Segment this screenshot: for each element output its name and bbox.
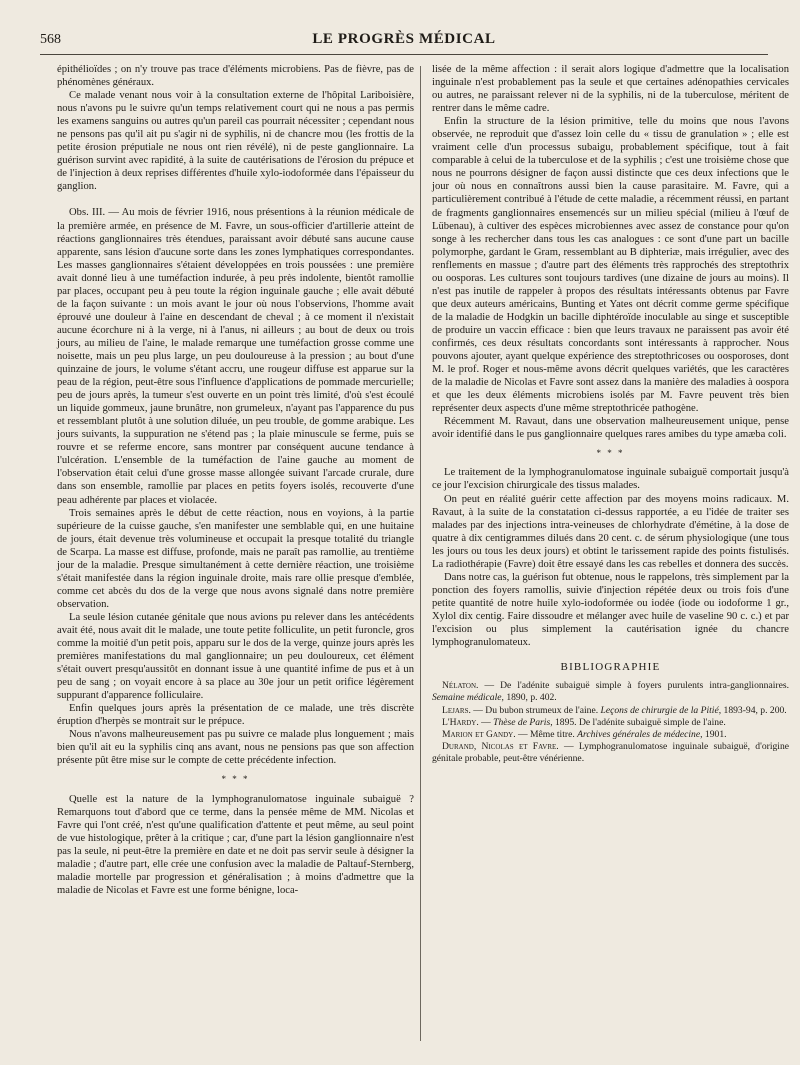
paragraph: Quelle est la nature de la lymphogranulomatose inguinale subaiguë ? Remarquons tout d'abord que ce terme, dans la pensée même de MM. Nicolas et Favre qui l'ont créé, n'est qu'une qualification d'attente et peut même, au seul point de vue histologique, prêter à la critique ; car, d'une part la lésion ganglionnaire n'est pas la seule, ni peut-être la première en date et ne doit pas servir seule à désigner la maladie ; d'autre part, elle crée une confusion avec la maladie de Paltauf-Sternberg, maladie mortelle par progression et généralisation ; à moins d'admettre que la maladie de Nicolas et Favre est une forme bénigne, loca-	[57, 793, 414, 896]
paragraph: Ce malade venant nous voir à la consultation externe de l'hôpital Lariboisière, nous n'avons pu le suivre qu'un temps relativement court qui ne nous a pas permis les examens sanguins ou autres qu'un pareil cas pourrait nécessiter ; cependant nous ne pensons pas qu'il ait pu s'agir ni de syphilis, ni de chancre mou (les frottis de la petite érosion préputiale ne nous ont rien révélé), ni de peste ganglionnaire. La guérison survint avec rapidité, à la suite de cautérisations de l'érosion du prépuce et de l'injection à deux reprises différentes d'huile xylo-iodoformée dans l'épaisseur du ganglion.	[57, 90, 414, 193]
paragraph: Le traitement de la lymphogranulomatose inguinale subaiguë comportait jusqu'à ce jour l'excision chirurgicale des tissus malades.	[432, 467, 789, 492]
bibliography-entry: L'Hardy. — Thèse de Paris, 1895. De l'adénite subaiguë simple de l'aine.	[442, 716, 726, 728]
paragraph: Dans notre cas, la guérison fut obtenue, nous le rappelons, très simplement par la ponction des foyers ramollis, suivie d'injection répétée deux ou trois fois d'une petite quantité de notre huile xylo-iodoformée ou iodée (iode ou iodoforme 1 gr., Xylol dix centig. Faire dissoudre et mélanger avec huile de vaseline 90 c. c.) et par l'excision ou plus simplement la cautérisation ignée du chancre lymphogranulomateux.	[432, 571, 789, 649]
page-header	[40, 30, 768, 55]
column-divider	[420, 66, 421, 1041]
running-title: LE PROGRÈS MÉDICAL	[312, 31, 496, 47]
page-number: 568	[40, 32, 61, 47]
paragraph: épithélioïdes ; on n'y trouve pas trace d'éléments microbiens. Pas de fièvre, pas de phénomènes généraux.	[57, 64, 414, 89]
paragraph: La seule lésion cutanée génitale que nous avions pu relever dans les antécédents avait été, nous avait dit le malade, une toute petite folliculite, un petit furoncle, gros comme la moitié d'un petit pois, apparu sur le dos de la verge, quinze jours après les premières manifestations du mal ganglionnaire; un peu douloureux, cet élément s'était ouvert presqu'aussitôt en donnant issue à une quantité infime de pus et à un peu de sang ; on voyait encore à sa place au 30e jour un petit orifice légèrement suppurant d'apparence folliculaire.	[57, 611, 414, 702]
paragraph: Nous n'avons malheureusement pas pu suivre ce malade plus longuement ; mais bien qu'il ait eu la syphilis cinq ans avant, nous ne pensions pas que son affection présente pût être mise sur le compte de cette précédente infection.	[57, 729, 414, 767]
right-column	[432, 63, 789, 766]
left-column	[57, 63, 414, 897]
observation-paragraph: Obs. III. — Au mois de février 1916, nous présentions à la réunion médicale de la première armée, en présence de M. Favre, un sous-officier d'artillerie atteint de réactions ganglionnaires très étendues, paraissant avoir débuté sans aucune cause apparente, sans lésion d'aucune sorte dans les zones lymphatiques correspondantes. Les masses ganglionnaires s'étaient développées en trois poussées : une première avait donné lieu à une tuméfaction indurée, à peu près indolente, bientôt ramollie par places, occupant peu à peu toute la région inguinale gauche ; elle avait débuté de la façon suivante : un mois avant le jour où nous l'observions, l'homme avait éprouvé une douleur à l'aine en descendant de cheval ; à ce moment il n'existait aucune écorchure ni à la verge, ni à l'anus, ni ailleurs ; au bout de deux ou trois jours, au milieu de l'aine, le malade remarque une tuméfaction grosse comme une noisette, mais un peu plus large, un peu douloureuse à la pression ; au bout d'une quinzaine de jours, le volume s'étant accru, une rougeur diffuse est apparue sur la peau de la région, peut-être sous l'influence d'applications de pommade mercurielle; peu de jours après, la tumeur s'est ouverte en un point très limité, d'où s'est écoulé un liquide gommeux, jaune brunâtre, non grumeleux, n'ayant pas l'apparence du pus et ressemblant plutôt à une solution diluée, un peu trouble, de gomme arabique. Les jours suivants, la suppuration ne s'étend pas ; la plaie minuscule se ferme, puis se rouvre et se referme encore, sans montrer par conséquent aucune tendance à l'ulcération. L'ensemble de la tuméfaction de l'aine gauche au moment de l'observation était celui d'une grosse masse allongée suivant l'arcade crurale, dure dans son ensemble, ramollie par places en petits foyers isolés, recouverte d'une peau adhérente par places et violacée.	[57, 207, 414, 506]
bibliography-entry: Durand, Nicolas et Favre. — Lymphogranulomatose inguinale subaiguë, d'origine génitale probable, peut-être vénérienne.	[432, 741, 790, 765]
paragraph: Trois semaines après le début de cette réaction, nous en voyions, à la partie supérieure de la cuisse gauche, s'en manifester une semblable qui, en une huitaine de jours, était devenue très volumineuse et occupait la presque totalité du triangle de Scarpa. La masse est diffuse, profonde, mais ne paraît pas ramollie, au trentième jour de la maladie. Presque simultanément à cette dernière réaction, une troisième s'était manifestée dans la région inguinale droite, mais rare ollie presque d'emblée, comme cet abcès du dos de la verge que nous avons signalé dans notre première observation.	[57, 507, 414, 610]
bibliography-entry: Nélaton. — De l'adénite subaiguë simple à foyers purulents intra-ganglionnaires. Semaine médicale, 1890, p. 402.	[432, 680, 789, 704]
paragraph: Récemment M. Ravaut, dans une observation malheureusement unique, pense avoir identifié dans le pus ganglionnaire quelques rares amibes du type amæba coli.	[432, 416, 789, 441]
paragraph: lisée de la même affection : il serait alors logique d'admettre que la localisation inguinale n'est probablement pas la seule et que certaines adénopathies cervicales ou autres, ne paraissant relever ni de la syphilis, ni de la tuberculose, méritent de rentrer dans le même cadre.	[432, 64, 789, 115]
section-separator: * * *	[596, 448, 625, 459]
bibliography-list	[432, 680, 789, 765]
paragraph: Enfin la structure de la lésion primitive, telle du moins que nous l'avons observée, ne reproduit que d'assez loin celle du « tissu de granulation » ; elle est vraiment celle d'un processus subaigu, probablement spécifique, tout à fait comparable à celui de la tuberculose et de la syphilis ; c'est une troisième chose que nous ne pourrons désigner de façon aussi distincte que ces deux infections que le jour où nous en connaîtrons aussi bien la cause parasitaire. M. Favre, qui a particulièrement contribué à l'étude de cette maladie, a récemment réussi, en partant de fragments ganglionnaires ensemencés sur un milieu spécial (milieu à l'œuf de Lübenau), à cultiver des espèces microbiennes avec assez de constance pour qu'on songe à les rechercher dans tous les cas analogues : ce sont d'une part un bacille polymorphe, gardant le Gram, ressemblant au B diphteriæ, mais irrégulier, avec des renflements en massue ; d'autre part des éléments très rapprochés des streptothrix ou oosporas. Les cultures sont toujours tardives (une dizaine de jours au moins). Il n'est pas inutile de rappeler à propos des résultats intéressants obtenus par Favre que deux auteurs américains, Bunting et Yates ont décrit comme germe spécifique de la maladie de Hodgkin un bacille diphtéroïde inoculable au singe et susceptible de produire un vaccin efficace : bien que leurs travaux ne paraissent pas avoir été confirmés, ces deux résultats concordants sont intéressants à rapprocher. Nous pouvons ajouter, ayant quelque expérience des streptothricoses ou oosporoses, dont M. le prof. Roger et nous-même avons décrit quelques variétés, que les caractères de la maladie de Nicolas et Favre sont assez dans la manière des maladies à oospora et que les deux éléments microbiens isolés par M. Favre peuvent très bien représenter deux aspects d'une même streptothricée pathogène.	[432, 116, 789, 415]
bibliography-entry: Lejars. — Du bubon strumeux de l'aine. Leçons de chirurgie de la Pitié, 1893-94, p. 200.	[442, 704, 787, 716]
section-separator: * * *	[221, 774, 250, 785]
bibliography-title: BIBLIOGRAPHIE	[560, 661, 661, 674]
bibliography-entry: Marion et Gandy. — Même titre. Archives générales de médecine, 1901.	[442, 728, 727, 740]
paragraph: Enfin quelques jours après la présentation de ce malade, une très discrète éruption d'herpès se montrait sur le prépuce.	[57, 703, 414, 728]
paragraph: On peut en réalité guérir cette affection par des moyens moins radicaux. M. Ravaut, à la suite de la constatation ci-dessus rapportée, a eu l'idée de traiter ses malades par des injections intra-veineuses de chlorhydrate d'émétine, à la dose de quatre à dix centigrammes dilués dans 20 cent. c. de sérum physiologique (une tous les jours ou tous les deux jours) et obtint le tarissement rapide des points fistulisés. La radiothérapie (Favre) doit être essayé dans les cas rebelles et donnera des succès.	[432, 493, 789, 570]
